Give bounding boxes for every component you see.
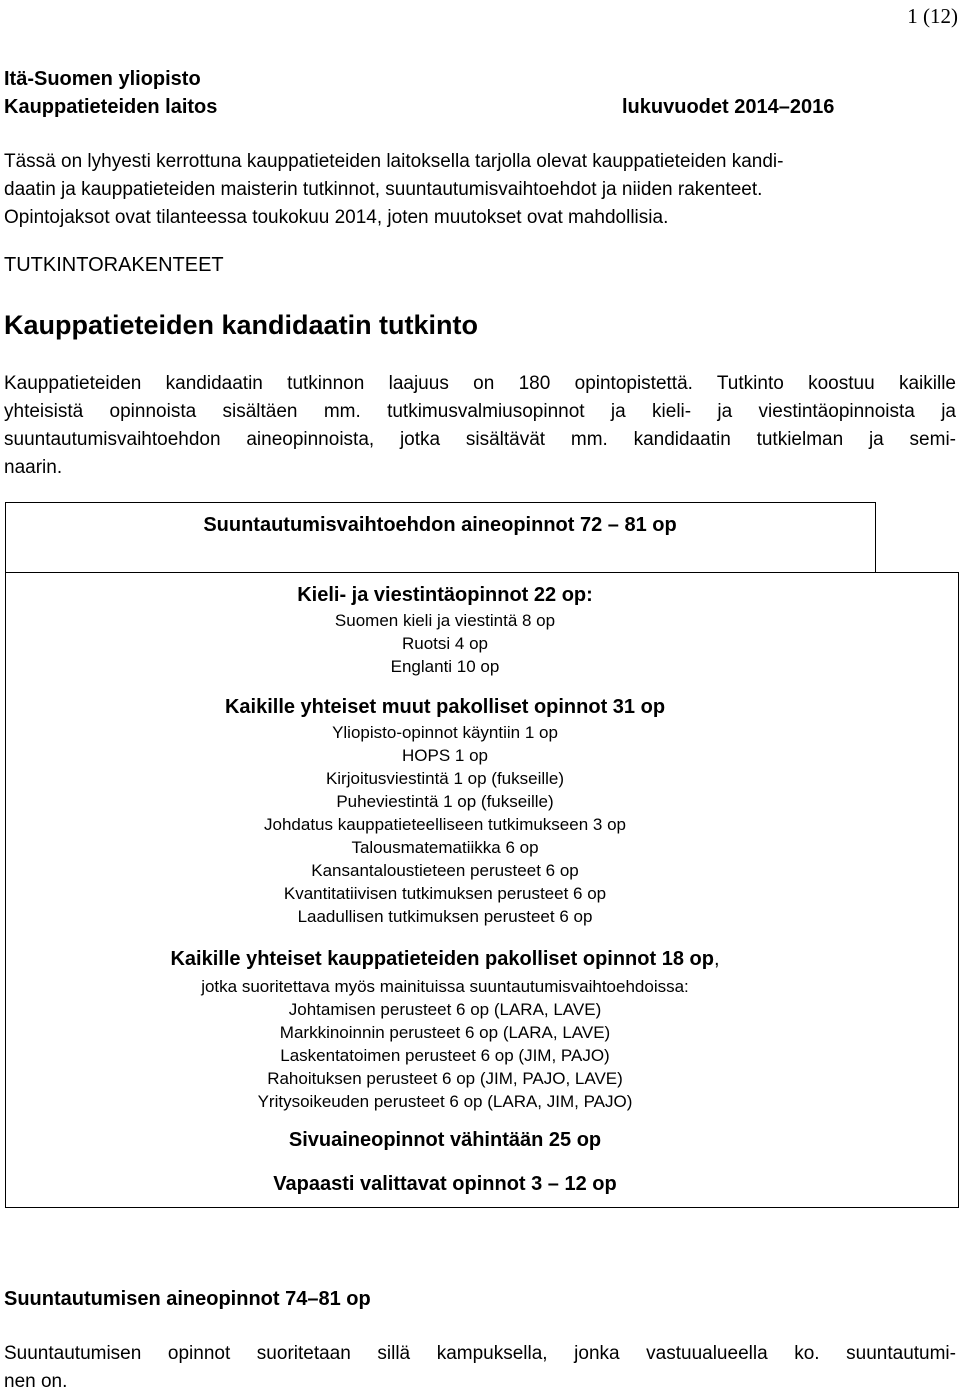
bottom-heading: Suuntautumisen aineopinnot 74–81 op (4, 1288, 371, 1310)
group-item: Englanti 10 op (390, 657, 500, 676)
university-name: Itä-Suomen yliopisto (4, 68, 201, 90)
group-title-suffix: , (713, 948, 720, 970)
language-studies-group (6, 581, 884, 678)
bottom-line: nen on. (4, 1371, 68, 1392)
group-item: Kirjoitusviestintä 1 op (fukseille) (325, 769, 565, 788)
group-item: Puheviestintä 1 op (fukseille) (336, 792, 554, 811)
group-item: Kansantaloustieteen perusteet 6 op (311, 861, 579, 880)
intro-line: Opintojaksot ovat tilanteessa toukokuu 2014, joten muutokset ovat mahdollisia. (4, 207, 669, 228)
group-item: Markkinoinnin perusteet 6 op (LARA, LAVE) (279, 1023, 611, 1042)
group-title-row (6, 945, 884, 975)
major-studies-title: Suuntautumisvaihtoehdon aineopinnot 72 – 81 op (203, 514, 677, 536)
group-title: Kaikille yhteiset muut pakolliset opinnot 31 op (224, 696, 666, 718)
major-studies-box (5, 502, 876, 573)
group-item: HOPS 1 op (402, 746, 488, 765)
group-item: Yliopisto-opinnot käyntiin 1 op (332, 723, 558, 742)
bottom-line: Suuntautumisen opinnot suoritetaan sillä kampuksella, jonka vastuualueella ko. suuntautumi- (4, 1343, 956, 1364)
group-item: Rahoituksen perusteet 6 op (JIM, PAJO, LAVE) (267, 1069, 623, 1088)
group-item: Talousmatematiikka 6 op (351, 838, 539, 857)
group-item: Laskentatoimen perusteet 6 op (JIM, PAJO) (280, 1046, 610, 1065)
department-name: Kauppatieteiden laitos (4, 96, 218, 118)
group-item: Suomen kieli ja viestintä 8 op (334, 611, 556, 630)
intro-line: Tässä on lyhyesti kerrottuna kauppatieteiden laitoksella tarjolla olevat kauppatieteiden kandi- (4, 151, 784, 172)
degree-line: suuntautumisvaihtoehdon aineopinnoista, jotka sisältävät mm. kandidaatin tutkielman ja semi- (4, 429, 956, 450)
minor-studies: Sivuaineopinnot vähintään 25 op (288, 1129, 602, 1151)
group-item: Kvantitatiivisen tutkimuksen perusteet 6 op (283, 884, 607, 903)
elective-studies: Vapaasti valittavat opinnot 3 – 12 op (273, 1173, 617, 1195)
group-item: Laadullisen tutkimuksen perusteet 6 op (297, 907, 593, 926)
section-heading: TUTKINTORAKENTEET (4, 254, 224, 276)
group-item: Johtamisen perusteet 6 op (LARA, LAVE) (288, 1000, 602, 1019)
academic-years: lukuvuodet 2014–2016 (622, 96, 835, 118)
degree-line: naarin. (4, 457, 63, 478)
degree-paragraph (4, 370, 956, 482)
business-required-group (6, 945, 884, 1113)
group-title: Kaikille yhteiset kauppatieteiden pakolliset opinnot 18 op (170, 948, 714, 970)
group-item: jotka suoritettava myös mainituissa suuntautumisvaihtoehdoissa: (201, 977, 689, 996)
group-item: Yritysoikeuden perusteet 6 op (LARA, JIM, PAJO) (257, 1092, 633, 1111)
common-required-group (6, 693, 884, 928)
group-title: Kieli- ja viestintäopinnot 22 op: (297, 584, 593, 606)
intro-paragraph (4, 148, 956, 232)
degree-line: yhteisistä opinnoista sisältäen mm. tutkimusvalmiusopinnot ja kieli- ja viestintäopinnoista ja (4, 401, 956, 422)
page-number: 1 (12) (907, 4, 958, 28)
degree-line: Kauppatieteiden kandidaatin tutkinnon laajuus on 180 opintopistettä. Tutkinto koostuu kaikille (4, 373, 956, 394)
degree-title: Kauppatieteiden kandidaatin tutkinto (4, 310, 479, 340)
studies-structure-box (5, 572, 959, 1208)
group-item: Johdatus kauppatieteelliseen tutkimukseen 3 op (264, 815, 626, 834)
intro-line: daatin ja kauppatieteiden maisterin tutkinnot, suuntautumisvaihtoehdot ja niiden rakenteet. (4, 179, 763, 200)
group-item: Ruotsi 4 op (402, 634, 488, 653)
